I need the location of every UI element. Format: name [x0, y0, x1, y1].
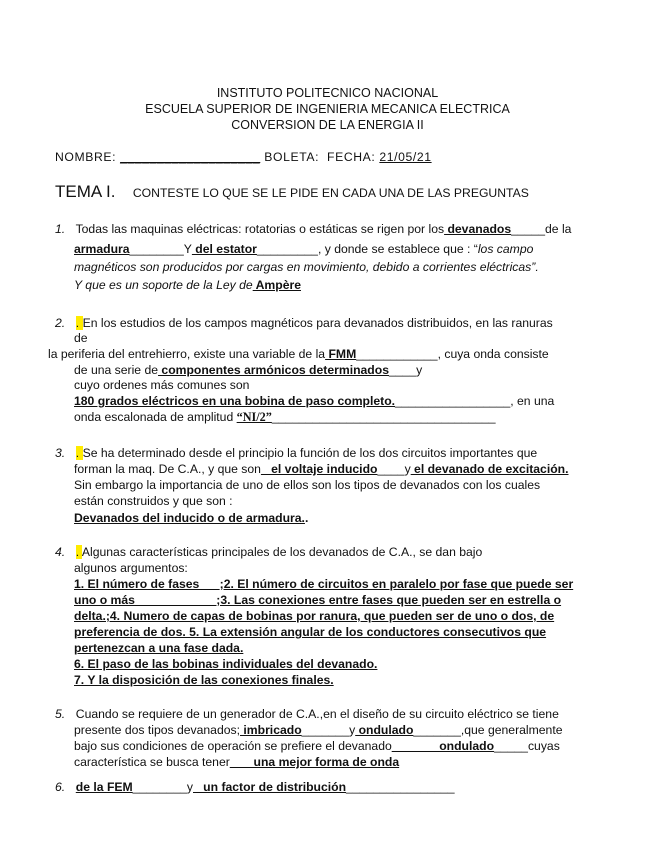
answer: del estator [191, 242, 257, 256]
tema-label: TEMA I. [55, 182, 116, 201]
question-text: . [304, 511, 309, 525]
question-2-line-1b: de [74, 331, 88, 345]
answer: FMM [325, 347, 357, 361]
question-2-line-4: cuyo ordenes más comunes son [74, 378, 250, 392]
question-2-line-2 [48, 347, 549, 361]
answer: devanados [444, 222, 512, 236]
answer: componentes armónicos determinados [158, 363, 389, 377]
tema-heading [55, 182, 529, 202]
question-2-line-3 [74, 363, 422, 377]
fecha-label: FECHA: [327, 150, 376, 164]
question-1-line-3: magnéticos son producidos por cargas en movimiento, debido a corrientes eléctricas”. [74, 260, 539, 274]
question-4-line-2: algunos argumentos: [74, 561, 188, 575]
fecha-value: 21/05/21 [379, 150, 432, 164]
answer: de la FEM [75, 780, 133, 794]
tema-instruction: CONTESTE LO QUE SE LE PIDE EN CADA UNA DE LAS PREGUNTAS [132, 186, 529, 200]
boleta-label: BOLETA: [264, 150, 320, 164]
question-4-answer-5: pertenezcan a una fase dada. [74, 641, 244, 655]
question-5-line-4 [74, 755, 399, 769]
question-text: ____________, cuya onda consiste [356, 347, 549, 361]
question-number: 3. [55, 446, 66, 460]
question-4-answer-2: uno o más____________;3. Las conexiones entre fases que pueden ser en estrella o [74, 593, 562, 607]
answer: 180 grados eléctricos en una bobina de paso completo. [74, 394, 396, 408]
highlight-mark: . [75, 545, 82, 559]
question-3-line-4: están construidos y que son : [74, 494, 233, 508]
question-4-line-1 [55, 545, 482, 559]
answer: el devanado de excitación. [410, 462, 569, 476]
question-text: ____y [377, 462, 411, 476]
question-text: Y que es un soporte de la Ley de [74, 278, 253, 292]
question-text: ________y [132, 780, 193, 794]
question-number: 4. [55, 545, 66, 559]
answer: ___ una mejor forma de onda [229, 755, 400, 769]
question-2-line-5 [74, 394, 554, 408]
institution-name: INSTITUTO POLITECNICO NACIONAL [216, 86, 439, 100]
question-number: 1. [55, 222, 66, 236]
question-text: característica se busca tener [74, 755, 230, 769]
answer: Devanados del inducido o de armadura. [74, 511, 305, 525]
question-text: _________, y donde se establece que : “ [256, 242, 478, 256]
quote-text: los campo [477, 242, 534, 256]
question-text: En los estudios de los campos magnéticos para devanados distribuidos, en las ranuras [82, 316, 553, 330]
question-text: de una serie de [74, 363, 159, 377]
question-4-answer-7: 7. Y la disposición de las conexiones finales. [74, 673, 334, 687]
question-text: Algunas características principales de los devanados de C.A., se dan bajo [81, 545, 483, 559]
answer: _ el voltaje inducido [260, 462, 378, 476]
answer: “NI/2” [236, 410, 272, 424]
name-label: NOMBRE: [55, 150, 117, 164]
question-text: ________________ [346, 780, 455, 794]
question-text: bajo sus condiciones de operación se prefiere el devanado [74, 739, 392, 753]
question-text: la periferia del entrehierro, existe una variable de la [48, 347, 326, 361]
question-text: onda escalonada de amplitud [74, 410, 234, 424]
question-5-line-3 [74, 739, 560, 753]
question-text: _______y [301, 723, 356, 737]
question-text: _____de la [511, 222, 572, 236]
question-4-answer-3: delta.;4. Numero de capas de bobinas por ranura, que pueden ser de uno o dos, de [74, 609, 555, 623]
question-5-line-1 [55, 707, 559, 721]
question-number: 6. [55, 780, 66, 794]
question-2-line-1 [55, 316, 553, 330]
question-4-answer-1: 1. El número de fases___;2. El número de circuitos en paralelo por fase que puede ser [74, 577, 574, 591]
answer: _______ondulado [391, 739, 495, 753]
question-text: _______,que generalmente [413, 723, 563, 737]
question-text: _________________, en una [395, 394, 555, 408]
answer: ondulado [355, 723, 414, 737]
question-3-line-1 [55, 446, 537, 460]
question-text: forman la maq. De C.A., y que son [74, 462, 261, 476]
question-text: ____y [388, 363, 423, 377]
form-line [55, 150, 432, 164]
highlight-mark: . [75, 446, 83, 460]
question-number: 2. [55, 316, 66, 330]
question-5-line-2 [74, 723, 563, 737]
question-3-line-5 [74, 511, 308, 525]
name-field[interactable]: ___________________ [120, 150, 261, 164]
question-text: Cuando se requiere de un generador de C.A.,en el diseño de su circuito eléctrico se tiene [75, 707, 559, 721]
question-3-line-2 [74, 462, 569, 476]
question-text: _____cuyas [494, 739, 560, 753]
question-4-answer-6: 6. El paso de las bobinas individuales del devanado. [74, 657, 378, 671]
question-1-line-2 [74, 242, 533, 256]
question-text: ________Y [129, 242, 192, 256]
question-1-line-1 [55, 222, 571, 236]
question-2-line-6 [74, 410, 496, 425]
question-text: _________________________________ [271, 410, 496, 424]
question-6-line-1 [55, 780, 455, 794]
question-1-line-4 [74, 278, 301, 292]
question-text: Todas las maquinas eléctricas: rotatorias o estáticas se rigen por los [75, 222, 445, 236]
question-text: Se ha determinado desde el principio la función de los dos circuitos importantes que [82, 446, 538, 460]
answer: Ampère [252, 278, 301, 292]
question-3-line-3: Sin embargo la importancia de uno de ellos son los tipos de devanados con los cuales [74, 478, 541, 492]
highlight-mark: . [75, 316, 83, 330]
school-name: ESCUELA SUPERIOR DE INGENIERIA MECANICA ELECTRICA [145, 102, 510, 116]
question-text: presente dos tipos devanados; [74, 723, 241, 737]
answer: imbricado [240, 723, 302, 737]
question-4-answer-4: preferencia de dos. 5. La extensión angular de los conductores consecutivos que [74, 625, 547, 639]
question-number: 5. [55, 707, 66, 721]
course-name: CONVERSION DE LA ENERGIA II [231, 118, 424, 132]
answer: _un factor de distribución [193, 780, 347, 794]
answer: armadura [74, 242, 130, 256]
